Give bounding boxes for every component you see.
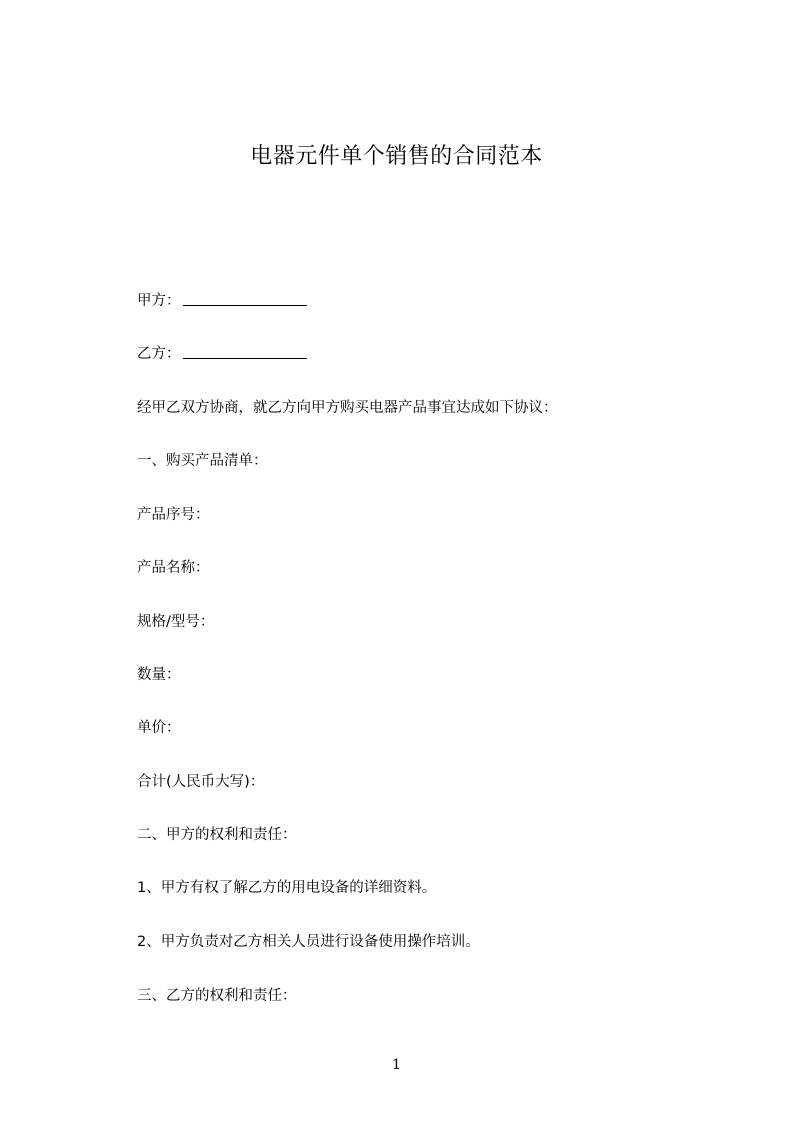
section1-heading: 一、购买产品清单： xyxy=(137,453,268,469)
party-b-line xyxy=(137,344,307,364)
field-total: 合计(人民币大写)： xyxy=(137,774,265,790)
party-b-blank xyxy=(183,344,307,359)
party-b-label: 乙方： xyxy=(137,346,181,362)
party-a-label: 甲方： xyxy=(137,293,181,309)
document-title: 电器元件单个销售的合同范本 xyxy=(250,144,543,169)
party-a-line xyxy=(137,291,307,311)
field-quantity: 数量： xyxy=(137,667,181,683)
page-number: 1 xyxy=(392,1057,401,1073)
section2-item-1: 1、甲方有权了解乙方的用电设备的详细资料。 xyxy=(137,880,437,896)
party-a-blank xyxy=(183,291,307,306)
field-serial: 产品序号： xyxy=(137,507,210,523)
section3-heading: 三、乙方的权利和责任： xyxy=(137,988,297,1004)
section2-item-2: 2、甲方负责对乙方相关人员进行设备使用操作培训。 xyxy=(137,934,480,950)
field-name: 产品名称： xyxy=(137,560,210,576)
intro-paragraph: 经甲乙双方协商，就乙方向甲方购买电器产品事宜达成如下协议： xyxy=(137,400,558,416)
field-unit-price: 单价： xyxy=(137,720,181,736)
field-spec: 规格/型号： xyxy=(137,614,215,630)
section2-heading: 二、甲方的权利和责任： xyxy=(137,827,297,843)
